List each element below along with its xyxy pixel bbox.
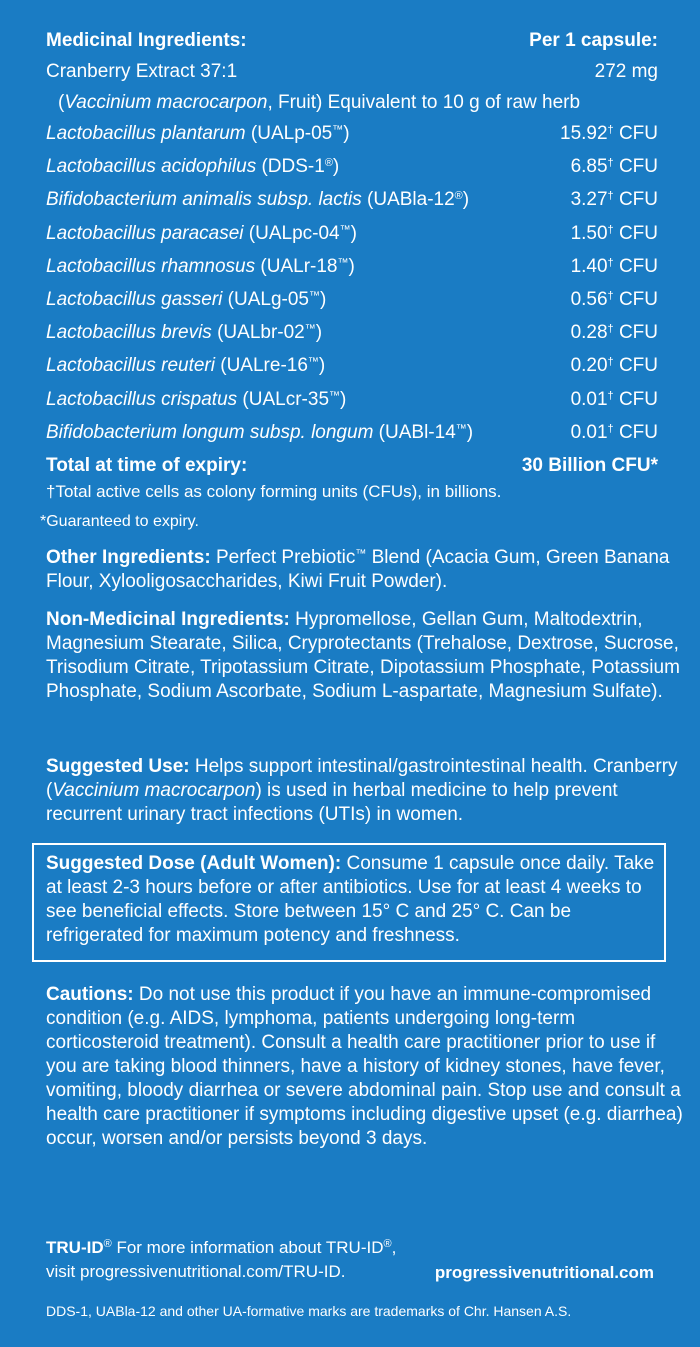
total-row xyxy=(46,454,658,478)
cranberry-amount: 272 mg xyxy=(594,61,658,82)
species-name: Lactobacillus rhamnosus xyxy=(46,256,256,277)
suggested-dose-label: Suggested Dose (Adult Women): xyxy=(46,853,342,874)
species-name: Lactobacillus acidophilus xyxy=(46,156,257,177)
ingredient-row: Lactobacillus reuteri (UALre-16™) 0.20† CFU xyxy=(46,355,658,376)
non-medicinal-label: Non-Medicinal Ingredients: xyxy=(46,609,290,630)
suggested-dose: Suggested Dose (Adult Women): Consume 1 capsule once daily. Take at least 2-3 hours before or after antibiotics. Use for at least 4 weeks to see beneficial effects. Store between 15° C and 25° C. Can be refrigerated for maximum potency and freshness. xyxy=(46,853,655,946)
cranberry-name: Cranberry Extract 37:1 xyxy=(46,61,238,82)
cfu-amount: 3.27† CFU xyxy=(570,189,658,210)
cfu-amount: 1.40† CFU xyxy=(570,256,658,277)
trademark-notice: DDS-1, UABla-12 and other UA-formative marks are trademarks of Chr. Hansen A.S. xyxy=(46,1303,572,1319)
species-name: Bifidobacterium animalis subsp. lactis xyxy=(46,189,362,210)
dagger-footnote: †Total active cells as colony forming units (CFUs), in billions. xyxy=(46,482,502,501)
cranberry-latin-name: Vaccinium macrocarpon xyxy=(64,92,268,113)
species-name: Lactobacillus paracasei xyxy=(46,223,244,244)
other-ingredients: Other Ingredients: Perfect Prebiotic™ Blend (Acacia Gum, Green Banana Flour, Xylooligosaccharides, Kiwi Fruit Powder). xyxy=(46,547,670,592)
per-capsule-heading: Per 1 capsule: xyxy=(529,30,658,51)
total-label: Total at time of expiry: xyxy=(46,455,248,476)
tru-id-info: TRU-ID® For more information about TRU-ID®, visit progressivenutritional.com/TRU-ID. xyxy=(46,1236,396,1284)
cfu-amount: 0.56† CFU xyxy=(570,289,658,310)
cfu-amount: 0.28† CFU xyxy=(570,322,658,343)
website-link[interactable]: progressivenutritional.com xyxy=(434,1263,654,1282)
suggested-use-label: Suggested Use: xyxy=(46,756,190,777)
species-name: Lactobacillus crispatus xyxy=(46,389,238,410)
ingredient-row: Bifidobacterium longum subsp. longum (UABl-14™) 0.01† CFU xyxy=(46,422,658,443)
medicinal-ingredients-heading: Medicinal Ingredients: xyxy=(46,30,247,51)
species-name: Lactobacillus plantarum xyxy=(46,123,246,144)
ingredient-row: Bifidobacterium animalis subsp. lactis (UABla-12®) 3.27† CFU xyxy=(46,189,658,210)
ingredient-row: Lactobacillus brevis (UALbr-02™) 0.28† CFU xyxy=(46,322,658,343)
cautions: Cautions: Do not use this product if you have an immune-compromised condition (e.g. AIDS, lymphoma, patients undergoing long-term corticosteroid treatment). Consult a health care practitioner prior to use if you are taking blood thinners, have a history of kidney stones, have fever, vomiting, bloody diarrhea or severe abdominal pain. Stop use and consult a health care practitioner if symptoms including digestive upset (e.g. diarrhea) occur, worsen and/or persists beyond 3 days. xyxy=(46,984,683,1149)
tru-id-visit-link[interactable]: visit progressivenutritional.com/TRU-ID. xyxy=(46,1262,346,1281)
ingredient-row: Lactobacillus paracasei (UALpc-04™) 1.50† CFU xyxy=(46,223,658,244)
other-ingredients-label: Other Ingredients: xyxy=(46,547,211,568)
ingredient-row: Lactobacillus plantarum (UALp-05™) 15.92† CFU xyxy=(46,123,658,144)
non-medicinal-ingredients: Non-Medicinal Ingredients: Hypromellose, Gellan Gum, Maltodextrin, Magnesium Stearate, Silica, Cryprotectants (Trehalose, Dextrose, Sucrose, Trisodium Citrate, Tripotassium Citrate, Dipotassium Phosphate, Potassium Phosphate, Sodium Ascorbate, Sodium L-aspartate, Magnesium Sulfate). xyxy=(46,609,680,702)
cfu-amount: 15.92† CFU xyxy=(560,123,658,144)
cranberry-latin-name: Vaccinium macrocarpon xyxy=(52,780,256,801)
ingredient-row: Lactobacillus acidophilus (DDS-1®) 6.85† CFU xyxy=(46,156,658,177)
species-name: Bifidobacterium longum subsp. longum xyxy=(46,422,374,443)
suggested-use: Suggested Use: Helps support intestinal/gastrointestinal health. Cranberry (Vaccinium macrocarpon) is used in herbal medicine to help prevent recurrent urinary tract infections (UTIs) in women. xyxy=(46,756,678,825)
cfu-amount: 0.01† CFU xyxy=(570,389,658,410)
asterisk-footnote: *Guaranteed to expiry. xyxy=(40,513,199,530)
suggested-dose-box xyxy=(32,843,666,962)
cfu-amount: 0.20† CFU xyxy=(570,355,658,376)
cranberry-source: (Vaccinium macrocarpon, Fruit) Equivalent to 10 g of raw herb xyxy=(58,92,581,113)
ingredient-row: Lactobacillus rhamnosus (UALr-18™) 1.40† CFU xyxy=(46,256,658,277)
species-name: Lactobacillus gasseri xyxy=(46,289,223,310)
cautions-label: Cautions: xyxy=(46,984,134,1005)
cfu-amount: 6.85† CFU xyxy=(570,156,658,177)
ingredient-row: Lactobacillus gasseri (UALg-05™) 0.56† CFU xyxy=(46,289,658,310)
cranberry-row xyxy=(46,60,658,84)
cfu-amount: 1.50† CFU xyxy=(570,223,658,244)
species-name: Lactobacillus brevis xyxy=(46,322,212,343)
species-name: Lactobacillus reuteri xyxy=(46,355,215,376)
total-value: 30 Billion CFU* xyxy=(521,455,658,476)
cfu-amount: 0.01† CFU xyxy=(570,422,658,443)
tru-id-label: TRU-ID xyxy=(46,1238,104,1257)
ingredient-row: Lactobacillus crispatus (UALcr-35™) 0.01† CFU xyxy=(46,389,658,410)
ingredients-header xyxy=(46,30,658,52)
